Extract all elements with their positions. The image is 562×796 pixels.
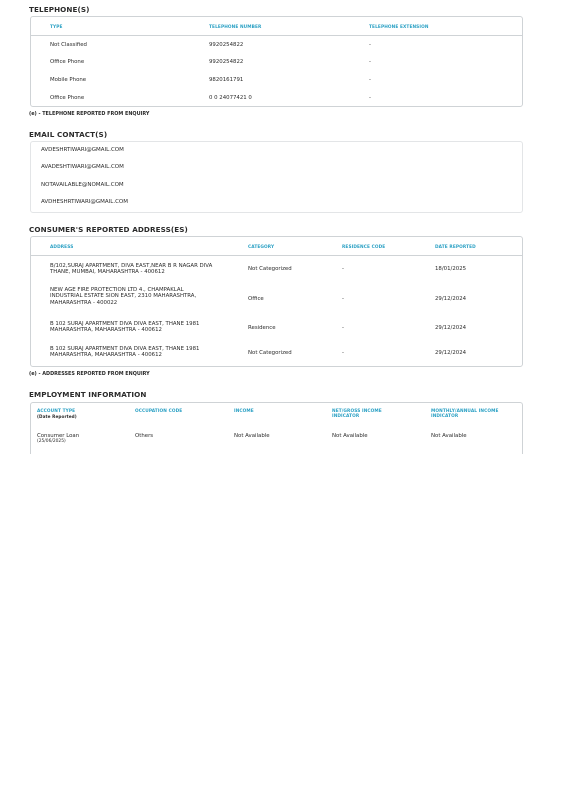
list-item: AVDHESHRTIWARI@GMAIL.COM	[41, 199, 129, 205]
address-date: 18/01/2025	[435, 266, 467, 272]
list-item: AVDESHRTIWARI@GMAIL.COM	[41, 147, 124, 153]
address-line: MAHARASHTRA - 400022	[50, 299, 118, 306]
telephone-header-type: TYPE	[50, 25, 63, 30]
address-table	[30, 236, 523, 367]
address-date: 29/12/2024	[435, 296, 467, 302]
employment-income: Not Available	[234, 433, 270, 439]
phone-type: Office Phone	[50, 95, 85, 101]
telephone-section-title: TELEPHONE(S)	[29, 5, 90, 14]
address-residence-code: -	[342, 266, 344, 272]
telephone-enquiry-note: (e) - TELEPHONE REPORTED FROM ENQUIRY	[29, 111, 150, 117]
phone-number: 9920254822	[209, 42, 244, 48]
address-category: Residence	[248, 325, 276, 331]
employment-header-monthly-annual: MONTHLY/ANNUAL INCOME INDICATOR	[431, 409, 499, 419]
address-text	[50, 287, 196, 306]
employment-header-account-type	[37, 409, 127, 419]
address-date: 29/12/2024	[435, 350, 467, 356]
email-section-title: EMAIL CONTACT(S)	[29, 130, 108, 139]
account-type-value: Consumer Loan	[37, 433, 80, 439]
phone-number: 0 0 24077421 0	[209, 95, 252, 101]
header-label: ACCOUNT TYPE	[37, 409, 76, 414]
phone-type: Mobile Phone	[50, 77, 87, 83]
phone-type: Office Phone	[50, 59, 85, 65]
employment-occupation: Others	[135, 433, 154, 439]
account-date-value: (25/06/2025)	[37, 439, 66, 445]
address-category: Not Categorized	[248, 266, 292, 272]
address-date: 29/12/2024	[435, 325, 467, 331]
employment-net-gross: Not Available	[332, 433, 368, 439]
phone-type: Not Classified	[50, 42, 87, 48]
employment-header-net-gross: NET/GROSS INCOME INDICATOR	[332, 409, 382, 419]
phone-extension: -	[369, 59, 371, 65]
phone-extension: -	[369, 42, 371, 48]
telephone-table	[30, 16, 523, 107]
phone-number: 9920254822	[209, 59, 244, 65]
address-line: B/102,SURAJ APARTMENT, DIVA EAST,NEAR B R NAGAR DIVA	[50, 263, 213, 269]
address-header-date: DATE REPORTED	[435, 245, 476, 250]
employment-header-income: INCOME	[234, 409, 254, 414]
address-line: MAHARASHTRA, MAHARASHTRA - 400612	[50, 327, 162, 334]
address-text	[50, 321, 199, 334]
address-category: Office	[248, 296, 264, 302]
employment-monthly-annual: Not Available	[431, 433, 467, 439]
address-header-category: CATEGORY	[248, 245, 275, 250]
address-category: Not Categorized	[248, 350, 292, 356]
address-line: B 102 SURAJ APARTMENT DIVA DIVA EAST, THANE 1981	[50, 346, 200, 352]
address-line: NEW AGE FIRE PROTECTION LTD 4., CHAMPAKLAL	[50, 287, 184, 293]
employment-header-occupation: OCCUPATION CODE	[135, 409, 183, 414]
telephone-header-divider	[31, 35, 522, 36]
address-header-divider	[31, 255, 522, 256]
list-item: AVADESHTIWARI@GMAIL.COM	[41, 164, 124, 170]
telephone-header-extension: TELEPHONE EXTENSION	[369, 25, 429, 30]
phone-number: 9820161791	[209, 77, 244, 83]
employment-section-title: EMPLOYMENT INFORMATION	[29, 390, 147, 399]
header-sublabel: (Date Reported)	[37, 414, 77, 419]
list-item: NOTAVAILABLE@NOMAIL.COM	[41, 182, 124, 188]
address-line: INDUSTRIAL ESTATE SION EAST, 2310 MAHARASHTRA,	[50, 293, 197, 300]
phone-extension: -	[369, 77, 371, 83]
employment-table	[30, 402, 523, 454]
address-residence-code: -	[342, 325, 344, 331]
address-enquiry-note: (e) - ADDRESSES REPORTED FROM ENQUIRY	[29, 371, 150, 377]
address-header-residence: RESIDENCE CODE	[342, 245, 386, 250]
address-line: MAHARASHTRA, MAHARASHTRA - 400612	[50, 352, 162, 359]
address-text	[50, 346, 199, 359]
address-line: THANE, MUMBAI, MAHARASHTRA - 400612	[50, 269, 165, 276]
address-text	[50, 263, 212, 276]
address-line: B 102 SURAJ APARTMENT DIVA DIVA EAST, THANE 1981	[50, 321, 200, 327]
phone-extension: -	[369, 95, 371, 101]
address-section-title: CONSUMER'S REPORTED ADDRESS(ES)	[29, 225, 188, 234]
telephone-header-number: TELEPHONE NUMBER	[209, 25, 262, 30]
address-residence-code: -	[342, 296, 344, 302]
employment-account-type	[37, 433, 79, 444]
address-residence-code: -	[342, 350, 344, 356]
address-header-address: ADDRESS	[50, 245, 74, 250]
